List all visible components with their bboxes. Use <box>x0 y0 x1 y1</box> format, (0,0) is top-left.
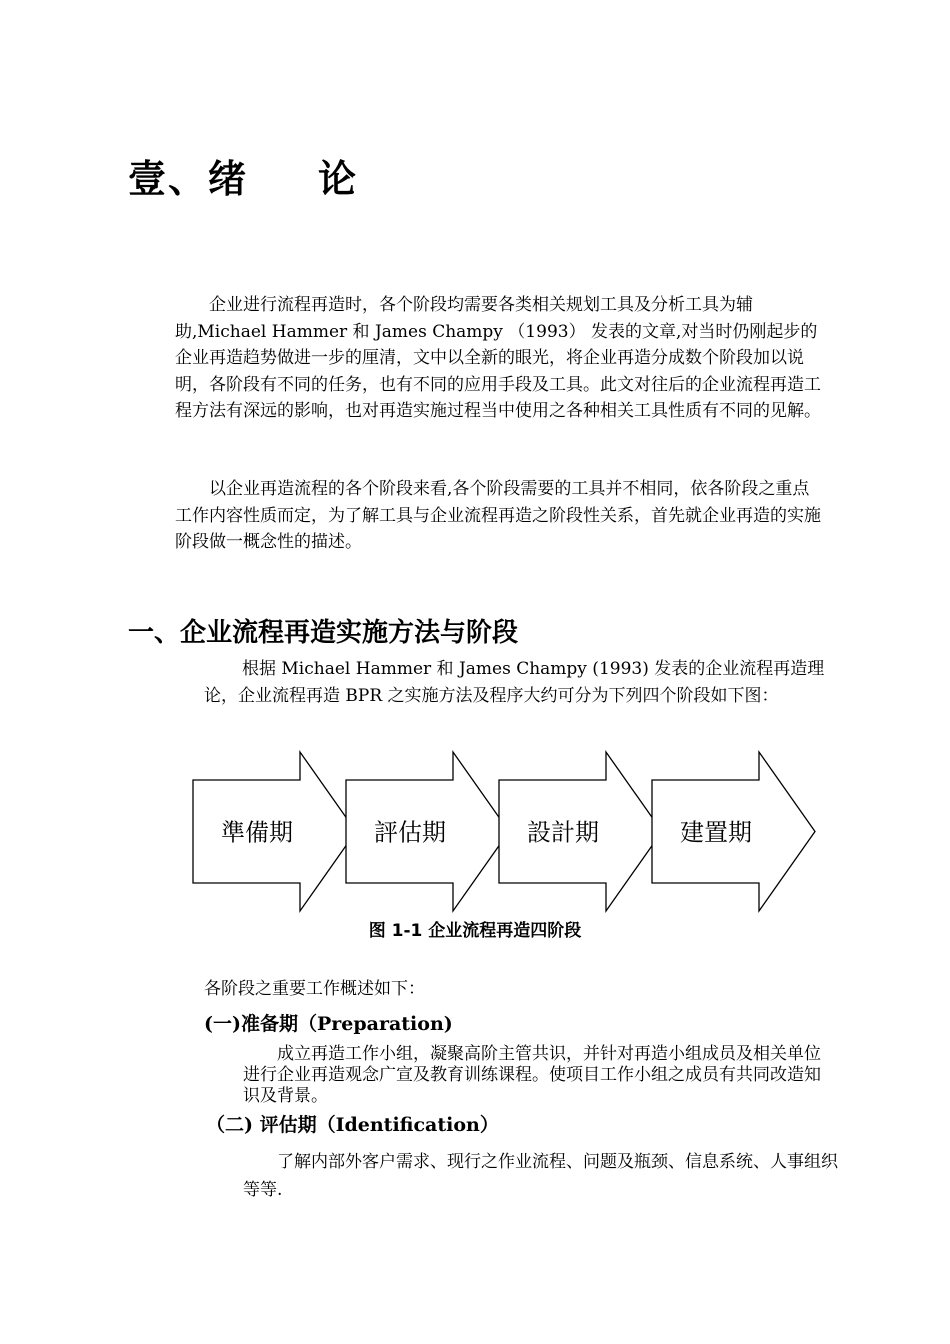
stage-label-4: 建置期 <box>680 818 752 847</box>
section-intro-line-1: 根据 Michael Hammer 和 James Champy (1993) 发表的企业流程再造理 <box>242 659 825 679</box>
stage-label-3: 設計期 <box>527 818 599 847</box>
intro-paragraph-1: 企业进行流程再造时，各个阶段均需要各类相关规划工具及分析工具为辅助,Michael Hammer 和 James Champy （1993） 发表的文章,对当时仍刚起步的企业再造趋势做进一步的厘清，文中以全新的眼光，将企业再造分成数个阶段加以说明，各阶段有不同的任务，也有不同的应用手段及工具。此文对往后的企业流程再造工程方法有深远的影响，也对再造实施过程当中使用之各种相关工具性质有不同的见解。 <box>175 295 821 421</box>
section-title: 一、企业流程再造实施方法与阶段 <box>128 618 519 648</box>
preparation-body: 成立再造工作小组，凝聚高阶主管共识，并针对再造小组成员及相关单位进行企业再造观念广宣及教育训练课程。使项目工作小组之成员有共同改造知识及背景。 <box>243 1044 821 1106</box>
chapter-title-part1: 壹、绪 <box>128 156 249 201</box>
stage-label-1: 準備期 <box>221 818 293 847</box>
bpr-stage-diagram <box>180 748 830 918</box>
preparation-heading: (一)准备期（Preparation) <box>204 1013 453 1035</box>
figure-caption: 图 1-1 企业流程再造四阶段 <box>368 921 582 941</box>
intro-paragraph-2: 以企业再造流程的各个阶段来看,各个阶段需要的工具并不相同，依各阶段之重点工作内容性质而定，为了解工具与企业流程再造之阶段性关系，首先就企业再造的实施阶段做一概念性的描述。 <box>175 479 821 552</box>
chapter-title-part2: 论 <box>318 156 359 201</box>
chapter-title <box>128 148 358 203</box>
identification-body: 了解内部外客户需求、现行之作业流程、问题及瓶颈、信息系统、人事组织等等. <box>243 1152 838 1200</box>
phases-overview: 各阶段之重要工作概述如下： <box>204 979 425 999</box>
section-intro <box>204 656 844 709</box>
identification-heading: （二) 评估期（Identification） <box>206 1114 499 1136</box>
stage-label-2: 評估期 <box>374 818 446 847</box>
section-intro-line-2: 论，企业流程再造 BPR 之实施方法及程序大约可分为下列四个阶段如下图： <box>204 685 779 706</box>
